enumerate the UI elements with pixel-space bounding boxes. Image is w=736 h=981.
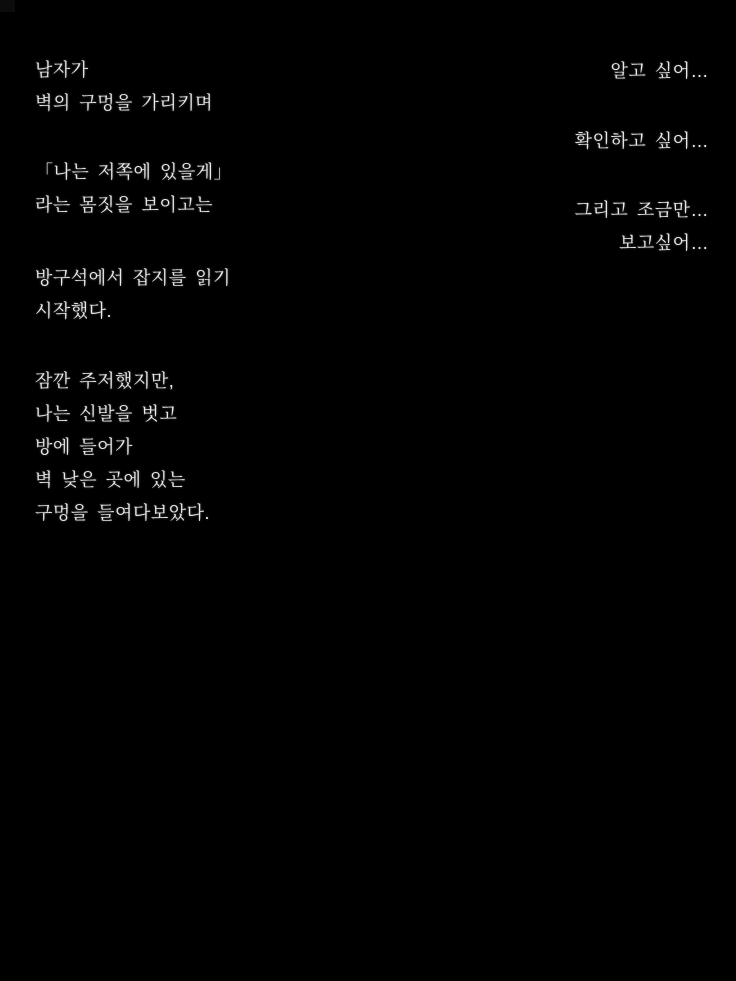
text-line: 확인하고 싶어… (574, 131, 709, 151)
text-line: 나는 신발을 벗고 (35, 404, 178, 424)
text-line: 벽 낮은 곳에 있는 (35, 470, 186, 490)
text-line: 구멍을 들여다보았다. (35, 503, 210, 523)
paragraph (35, 54, 213, 120)
paragraph (35, 365, 210, 530)
paragraph (575, 194, 709, 260)
text-line: 남자가 (35, 60, 89, 80)
paragraph (35, 156, 232, 222)
text-line: 벽의 구멍을 가리키며 (35, 93, 213, 113)
paragraph (575, 125, 709, 158)
paragraph (610, 55, 709, 88)
text-line: 그리고 조금만… (574, 200, 709, 220)
text-line: 방에 들어가 (35, 437, 133, 457)
corner-artifact (0, 0, 15, 12)
text-line: 시작했다. (35, 301, 113, 321)
paragraph (35, 262, 231, 328)
text-line: 방구석에서 잡지를 읽기 (35, 268, 231, 288)
text-line: 「나는 저쪽에 있을게」 (35, 162, 233, 182)
text-line: 알고 싶어… (610, 61, 709, 81)
text-line: 라는 몸짓을 보이고는 (35, 195, 213, 215)
text-line: 잠깐 주저했지만, (35, 371, 175, 391)
text-line: 보고싶어… (618, 233, 709, 253)
